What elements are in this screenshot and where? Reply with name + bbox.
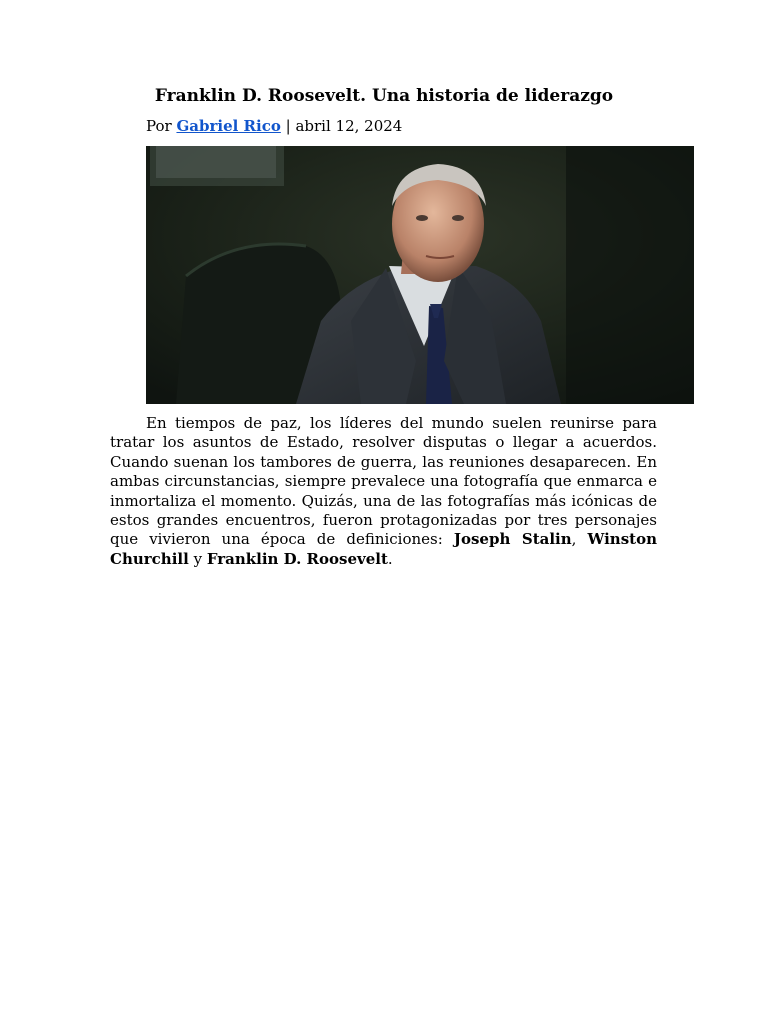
byline-prefix: Por	[146, 117, 177, 135]
body-sep-1: ,	[571, 530, 588, 549]
person-churchill: Winston Churchill	[110, 530, 657, 568]
publish-date: abril 12, 2024	[295, 117, 403, 135]
author-link[interactable]: Gabriel Rico	[176, 117, 281, 135]
byline-separator: |	[280, 117, 296, 135]
body-sep-2: y	[188, 549, 207, 568]
person-stalin: Joseph Stalin	[453, 530, 572, 549]
byline	[146, 116, 402, 136]
portrait-photo	[146, 146, 694, 404]
body-end: .	[387, 549, 393, 568]
body-intro: En tiempos de paz, los líderes del mundo suelen reunirse para tratar los asuntos de Estado, resolver disputas o llegar a acuerdos. Cuando suenan los tambores de guerra, las reuniones desaparecen. En ambas circunstancias, siempre prevalece una fotografía que enmarca e inmortaliza el momento. Quizás, una de las fotografías más icónicas de estos grandes encuentros, fueron protagonizadas por tres personajes que vivieron una época de definiciones:	[110, 414, 657, 549]
person-roosevelt: Franklin D. Roosevelt	[206, 549, 388, 568]
article-title: Franklin D. Roosevelt. Una historia de liderazgo	[154, 86, 614, 106]
article-body	[110, 414, 657, 569]
